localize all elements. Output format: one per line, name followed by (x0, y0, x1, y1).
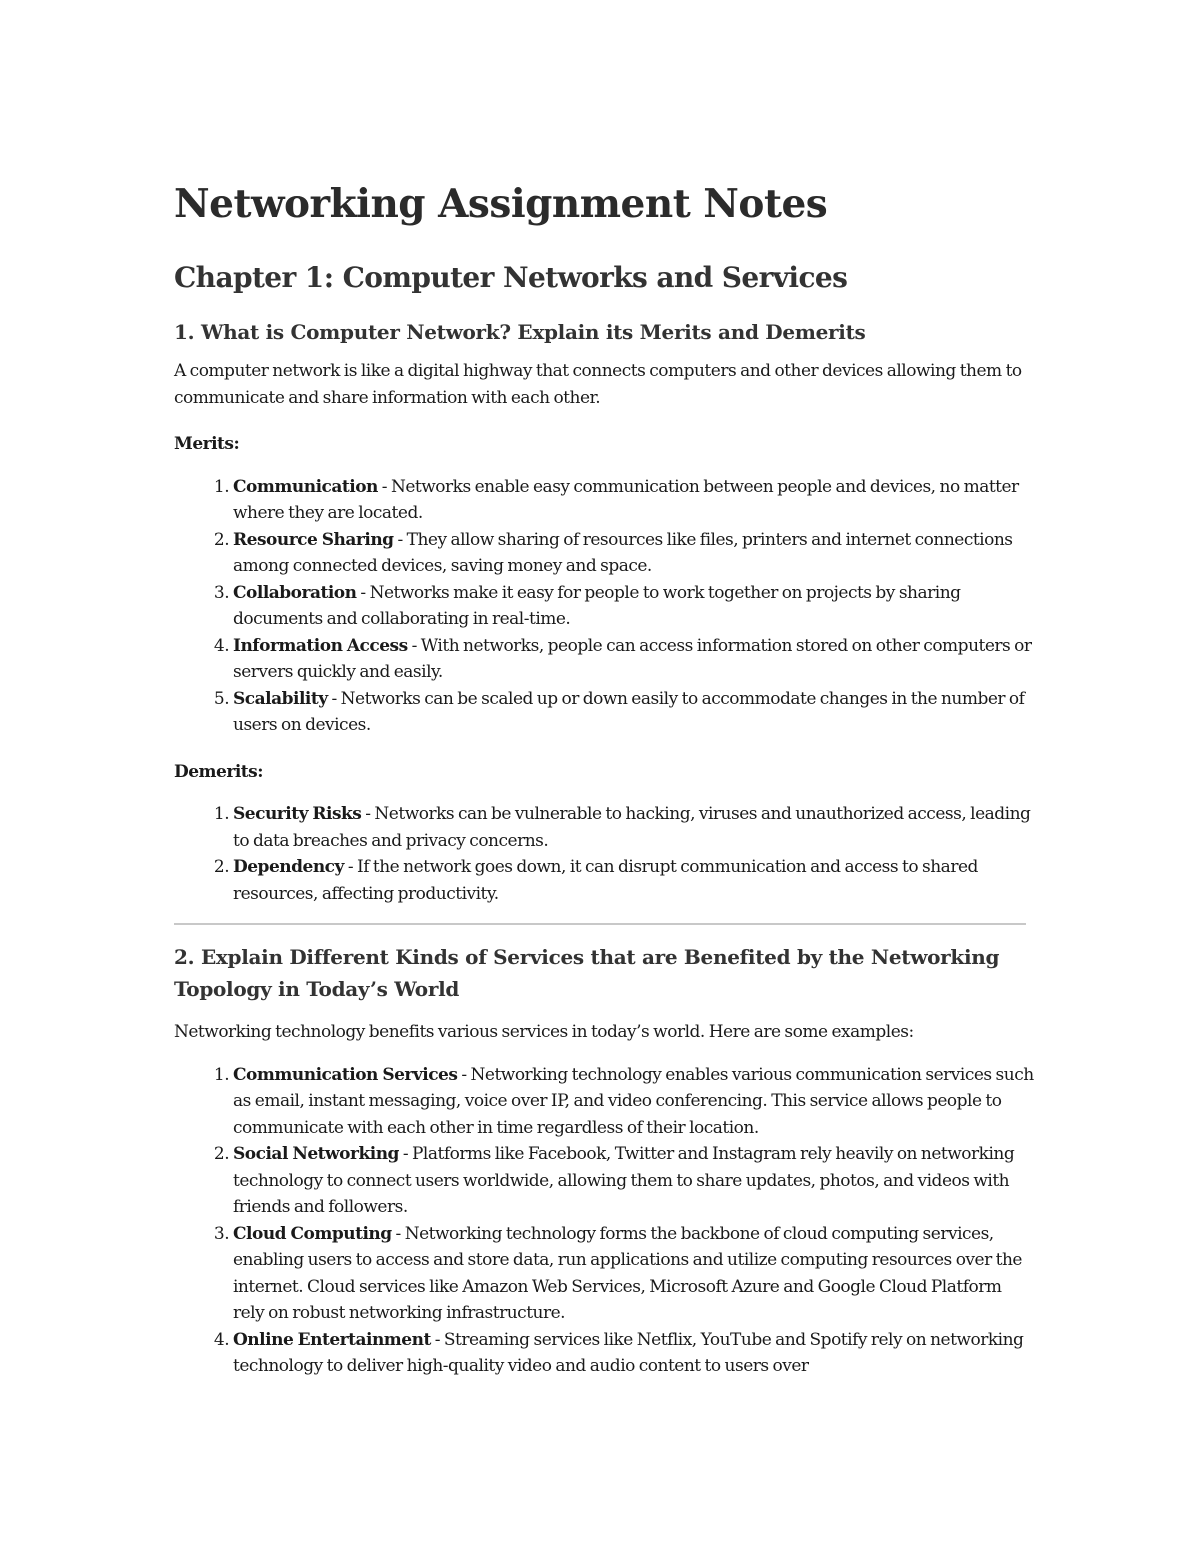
list-item (233, 1141, 1034, 1221)
list-item-term: Collaboration (233, 582, 357, 603)
list-item-term: Communication (233, 476, 378, 497)
list-item (233, 854, 1034, 907)
question-2-intro: Networking technology benefits various services in today’s world. Here are some examples: (174, 1022, 914, 1042)
list-item (233, 633, 1034, 686)
merits-label: Merits: (174, 434, 240, 454)
list-item (233, 1062, 1034, 1142)
list-item-text: - Networks can be scaled up or down easily to accommodate changes in the number of users on devices. (233, 688, 1025, 735)
list-item-text: - Networks make it easy for people to work together on projects by sharing documents and collaborating in real-time. (233, 582, 961, 629)
document-title: Networking Assignment Notes (174, 181, 828, 227)
list-item (233, 580, 1034, 633)
list-item-term: Scalability (233, 688, 328, 709)
list-item-text: - With networks, people can access information stored on other computers or servers quickly and easily. (233, 635, 1032, 682)
list-item (233, 527, 1034, 580)
list-item (233, 686, 1034, 739)
list-item (233, 1327, 1034, 1380)
list-item (233, 801, 1034, 854)
chapter-heading: Chapter 1: Computer Networks and Services (174, 261, 848, 294)
list-item-term: Communication Services (233, 1064, 458, 1085)
question-1-intro: A computer network is like a digital highway that connects computers and other devices allowing them to communicate and share information with each other. (174, 361, 1022, 408)
list-item-text: - They allow sharing of resources like files, printers and internet connections among connected devices, saving money and space. (233, 529, 1013, 576)
list-item-text: - Networking technology enables various communication services such as email, instant messaging, voice over IP, and video conferencing. This service allows people to communicate with each other in time regardless of their location. (233, 1064, 1034, 1138)
document-page (174, 178, 1034, 1380)
question-1-heading: 1. What is Computer Network? Explain its Merits and Demerits (174, 320, 866, 344)
services-list (174, 1062, 1034, 1380)
merits-list (174, 474, 1034, 739)
list-item-term: Cloud Computing (233, 1223, 392, 1244)
list-item-text: - If the network goes down, it can disrupt communication and access to shared resources, affecting productivity. (233, 857, 978, 904)
list-item-text: - Streaming services like Netflix, YouTube and Spotify rely on networking technology to deliver high-quality video and audio content to users over (233, 1329, 1024, 1376)
list-item (233, 474, 1034, 527)
demerits-label: Demerits: (174, 761, 263, 782)
section-divider (174, 923, 1026, 925)
list-item-term: Resource Sharing (233, 529, 394, 550)
list-item-term: Online Entertainment (233, 1329, 431, 1350)
list-item-text: - Networking technology forms the backbone of cloud computing services, enabling users to access and store data, run applications and utilize computing resources over the internet. Cloud services like Amazon Web Services, Microsoft Azure and Google Cloud Platform rely on robust networking infrastructure. (233, 1223, 1022, 1323)
list-item-text: - Platforms like Facebook, Twitter and Instagram rely heavily on networking technology to connect users worldwide, allowing them to share updates, photos, and videos with friends and followers. (233, 1144, 1015, 1217)
list-item-term: Information Access (233, 635, 408, 656)
list-item-text: - Networks can be vulnerable to hacking, viruses and unauthorized access, leading to data breaches and privacy concerns. (233, 804, 1031, 851)
question-2-heading: 2. Explain Different Kinds of Services that are Benefited by the Networking Topology in Today’s World (174, 945, 1000, 1001)
list-item-term: Security Risks (233, 804, 362, 824)
list-item (233, 1221, 1034, 1327)
list-item-term: Dependency (233, 857, 344, 877)
demerits-list (174, 801, 1034, 907)
list-item-term: Social Networking (233, 1144, 399, 1164)
list-item-text: - Networks enable easy communication between people and devices, no matter where they are located. (233, 476, 1019, 523)
